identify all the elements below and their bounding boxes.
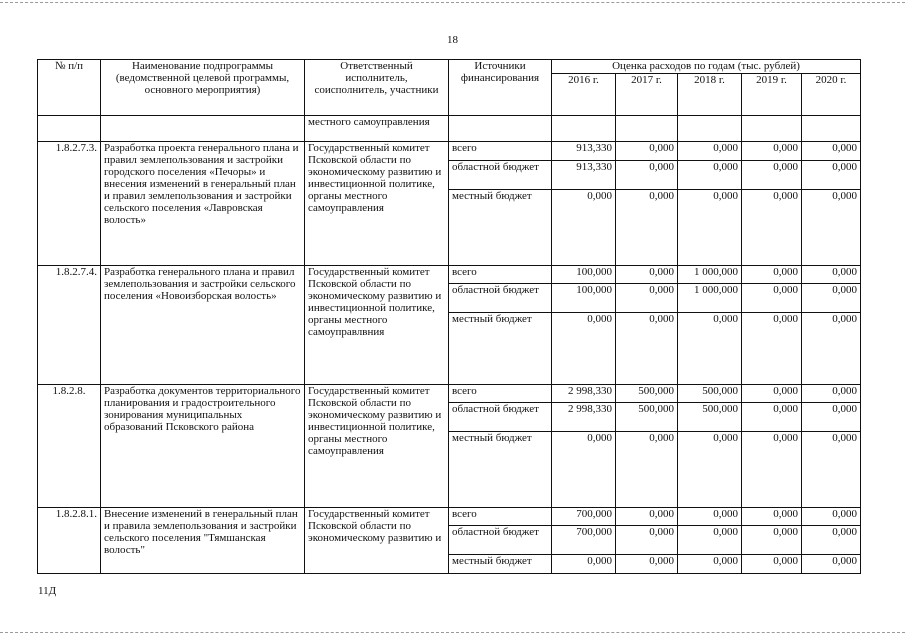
- funding-value: 0,000: [742, 313, 802, 385]
- funding-value: 0,000: [802, 142, 861, 161]
- row-executor: Государственный комитет Псковской области по экономическому развитию и инвестиционной политике, органы местного самоуправления: [305, 142, 449, 266]
- funding-value: 0,000: [802, 266, 861, 284]
- funding-value: 0,000: [616, 284, 678, 313]
- funding-value: 0,000: [802, 555, 861, 574]
- funding-value: 0,000: [742, 508, 802, 526]
- scan-edge-bottom: [0, 632, 905, 633]
- funding-value: 0,000: [552, 313, 616, 385]
- header-estimate: Оценка расходов по годам (тыс. рублей): [552, 60, 861, 74]
- funding-value: 0,000: [616, 526, 678, 555]
- funding-source: местный бюджет: [449, 555, 552, 574]
- funding-source: областной бюджет: [449, 284, 552, 313]
- funding-source: областной бюджет: [449, 161, 552, 190]
- funding-source: всего: [449, 142, 552, 161]
- table-header: [38, 60, 861, 116]
- row-executor: Государственный комитет Псковской области по экономическому развитию и инвестиционной политике, органы местного самоуправлвния: [305, 266, 449, 385]
- table-body: [38, 116, 861, 574]
- header-executor: Ответственный исполнитель, соисполнитель, участники: [305, 60, 449, 116]
- funding-value: 0,000: [802, 432, 861, 508]
- header-year: 2017 г.: [616, 74, 678, 116]
- header-year: 2016 г.: [552, 74, 616, 116]
- continuation-value-cell: [616, 116, 678, 142]
- header-year: 2018 г.: [678, 74, 742, 116]
- row-index: 1.8.2.8.1.: [38, 508, 101, 574]
- continuation-executor-cell: местного самоуправления: [305, 116, 449, 142]
- funding-value: 0,000: [742, 284, 802, 313]
- continuation-value-cell: [742, 116, 802, 142]
- funding-source: областной бюджет: [449, 526, 552, 555]
- funding-source: областной бюджет: [449, 403, 552, 432]
- continuation-source-cell: [449, 116, 552, 142]
- funding-value: 0,000: [802, 161, 861, 190]
- funding-value: 500,000: [678, 385, 742, 403]
- scan-edge-top: [0, 2, 905, 3]
- funding-source: всего: [449, 508, 552, 526]
- row-executor: Государственный комитет Псковской области по экономическому развитию и: [305, 508, 449, 574]
- funding-value: 0,000: [616, 266, 678, 284]
- funding-source: местный бюджет: [449, 313, 552, 385]
- page-number: 18: [447, 34, 458, 46]
- row-name: Разработка документов территориального планирования и градостроительного зонирования муниципальных образований Псковского района: [101, 385, 305, 508]
- funding-value: 0,000: [742, 432, 802, 508]
- funding-value: 913,330: [552, 161, 616, 190]
- footer-code: 11Д: [38, 585, 57, 597]
- funding-value: 0,000: [742, 526, 802, 555]
- funding-source: всего: [449, 266, 552, 284]
- funding-value: 0,000: [678, 508, 742, 526]
- funding-value: 0,000: [616, 313, 678, 385]
- funding-value: 2 998,330: [552, 403, 616, 432]
- header-source: Источники финансирования: [449, 60, 552, 116]
- funding-value: 0,000: [552, 555, 616, 574]
- budget-table: [37, 59, 861, 574]
- funding-value: 1 000,000: [678, 266, 742, 284]
- header-name: Наименование подпрограммы (ведомственной целевой программы, основного мероприятия): [101, 60, 305, 116]
- funding-value: 700,000: [552, 508, 616, 526]
- row-executor: Государственный комитет Псковской области по экономическому развитию и инвестиционной политике, органы местного самоуправления: [305, 385, 449, 508]
- continuation-row: [38, 116, 861, 142]
- table-row: [38, 385, 861, 403]
- funding-value: 913,330: [552, 142, 616, 161]
- funding-value: 0,000: [552, 190, 616, 266]
- continuation-name-cell: [101, 116, 305, 142]
- funding-value: 0,000: [742, 385, 802, 403]
- funding-value: 0,000: [742, 266, 802, 284]
- funding-value: 0,000: [616, 555, 678, 574]
- funding-value: 500,000: [678, 403, 742, 432]
- funding-value: 0,000: [678, 142, 742, 161]
- continuation-value-cell: [802, 116, 861, 142]
- funding-value: 0,000: [616, 190, 678, 266]
- funding-value: 0,000: [742, 555, 802, 574]
- funding-value: 700,000: [552, 526, 616, 555]
- continuation-index-cell: [38, 116, 101, 142]
- funding-value: 0,000: [802, 385, 861, 403]
- funding-value: 0,000: [742, 142, 802, 161]
- funding-source: местный бюджет: [449, 190, 552, 266]
- header-year: 2020 г.: [802, 74, 861, 116]
- funding-value: 2 998,330: [552, 385, 616, 403]
- funding-value: 0,000: [678, 432, 742, 508]
- funding-value: 100,000: [552, 284, 616, 313]
- funding-value: 0,000: [616, 432, 678, 508]
- funding-value: 0,000: [742, 190, 802, 266]
- funding-value: 0,000: [802, 313, 861, 385]
- table-row: [38, 142, 861, 161]
- funding-value: 0,000: [802, 190, 861, 266]
- continuation-value-cell: [678, 116, 742, 142]
- header-index: № п/п: [38, 60, 101, 116]
- row-name: Внесение изменений в генеральный план и правила землепользования и застройки сельского поселения "Тямшанская волость": [101, 508, 305, 574]
- funding-value: 0,000: [802, 284, 861, 313]
- funding-value: 0,000: [742, 403, 802, 432]
- funding-value: 0,000: [678, 555, 742, 574]
- row-index: 1.8.2.7.3.: [38, 142, 101, 266]
- funding-value: 1 000,000: [678, 284, 742, 313]
- funding-value: 0,000: [742, 161, 802, 190]
- funding-value: 500,000: [616, 385, 678, 403]
- funding-value: 0,000: [678, 526, 742, 555]
- funding-value: 0,000: [802, 403, 861, 432]
- funding-source: всего: [449, 385, 552, 403]
- funding-value: 0,000: [616, 161, 678, 190]
- funding-value: 0,000: [616, 142, 678, 161]
- funding-value: 100,000: [552, 266, 616, 284]
- header-year: 2019 г.: [742, 74, 802, 116]
- row-name: Разработка проекта генерального плана и правил землепользования и застройки городского поселения «Печоры» и внесения изменений в генеральный план и правил землепользования и застройки сельского поселения «Лавровская волость»: [101, 142, 305, 266]
- funding-source: местный бюджет: [449, 432, 552, 508]
- funding-value: 0,000: [616, 508, 678, 526]
- funding-value: 0,000: [678, 190, 742, 266]
- funding-value: 0,000: [678, 313, 742, 385]
- funding-value: 0,000: [802, 508, 861, 526]
- funding-value: 0,000: [552, 432, 616, 508]
- row-name: Разработка генерального плана и правил землепользования и застройки сельского поселения «Новоизборская волость»: [101, 266, 305, 385]
- table-row: [38, 266, 861, 284]
- funding-value: 0,000: [678, 161, 742, 190]
- table-row: [38, 508, 861, 526]
- row-index: 1.8.2.8.: [38, 385, 101, 508]
- funding-value: 0,000: [802, 526, 861, 555]
- funding-value: 500,000: [616, 403, 678, 432]
- row-index: 1.8.2.7.4.: [38, 266, 101, 385]
- continuation-value-cell: [552, 116, 616, 142]
